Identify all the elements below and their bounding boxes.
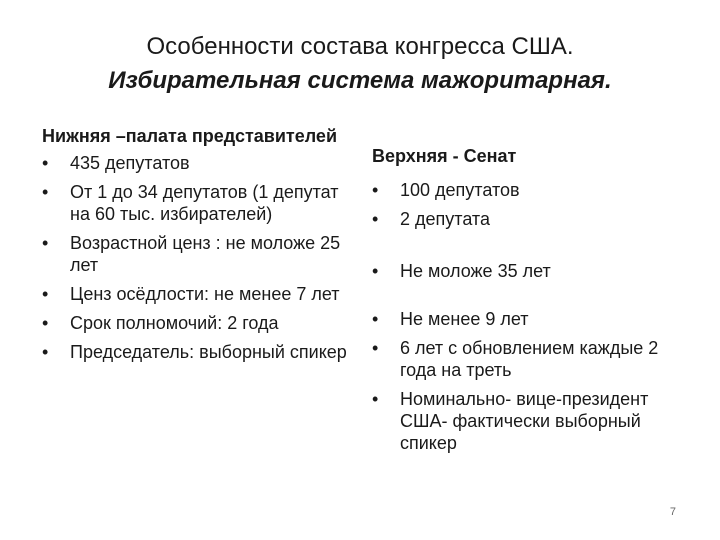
list-item — [42, 283, 354, 305]
page-number: 7 — [669, 506, 676, 518]
list-item — [372, 337, 690, 381]
left-column-house — [42, 125, 354, 370]
bullet-icon: • — [372, 180, 379, 200]
list-item — [372, 179, 690, 201]
bullet-icon: • — [42, 342, 49, 362]
right-column-senate — [372, 125, 690, 461]
list-item — [372, 260, 690, 282]
senate-list — [372, 179, 690, 454]
bullet-icon: • — [42, 153, 49, 173]
list-item-text: Председатель: выборный спикер — [70, 342, 347, 362]
list-item — [42, 152, 354, 174]
list-item-text: 100 депутатов — [400, 180, 520, 200]
list-item — [372, 388, 690, 454]
list-item-text: 435 депутатов — [70, 153, 190, 173]
bullet-icon: • — [42, 313, 49, 333]
slide-title — [0, 30, 720, 98]
house-heading: Нижняя –палата представителей — [42, 126, 338, 146]
list-item — [42, 232, 354, 276]
list-item-text: Номинально- вице-президент США- фактически выборный спикер — [400, 389, 649, 453]
bullet-icon: • — [372, 261, 379, 281]
list-item-text: От 1 до 34 депутатов (1 депутат на 60 тыс. избирателей) — [70, 182, 339, 224]
list-item — [42, 312, 354, 334]
list-item-text: Ценз осёдлости: не менее 7 лет — [70, 284, 340, 304]
senate-heading: Верхняя - Сенат — [372, 146, 517, 166]
bullet-icon: • — [372, 338, 379, 358]
list-item-text: 2 депутата — [400, 209, 490, 229]
list-item-text: 6 лет с обновлением каждые 2 года на треть — [400, 338, 659, 380]
list-item-text: Не менее 9 лет — [400, 309, 529, 329]
bullet-icon: • — [372, 389, 379, 409]
bullet-icon: • — [372, 309, 379, 329]
bullet-icon: • — [42, 233, 49, 253]
bullet-icon: • — [372, 209, 379, 229]
house-list — [42, 152, 354, 363]
list-item — [372, 208, 690, 230]
list-item — [372, 308, 690, 330]
list-item-text: Срок полномочий: 2 года — [70, 313, 279, 333]
title-line-1: Особенности состава конгресса США. — [146, 33, 574, 60]
bullet-icon: • — [42, 284, 49, 304]
list-item — [42, 181, 354, 225]
list-item-text: Не моложе 35 лет — [400, 261, 551, 281]
title-line-2: Избирательная система мажоритарная. — [108, 67, 612, 94]
list-item — [42, 341, 354, 363]
bullet-icon: • — [42, 182, 49, 202]
list-item-text: Возрастной ценз : не моложе 25 лет — [70, 233, 341, 275]
